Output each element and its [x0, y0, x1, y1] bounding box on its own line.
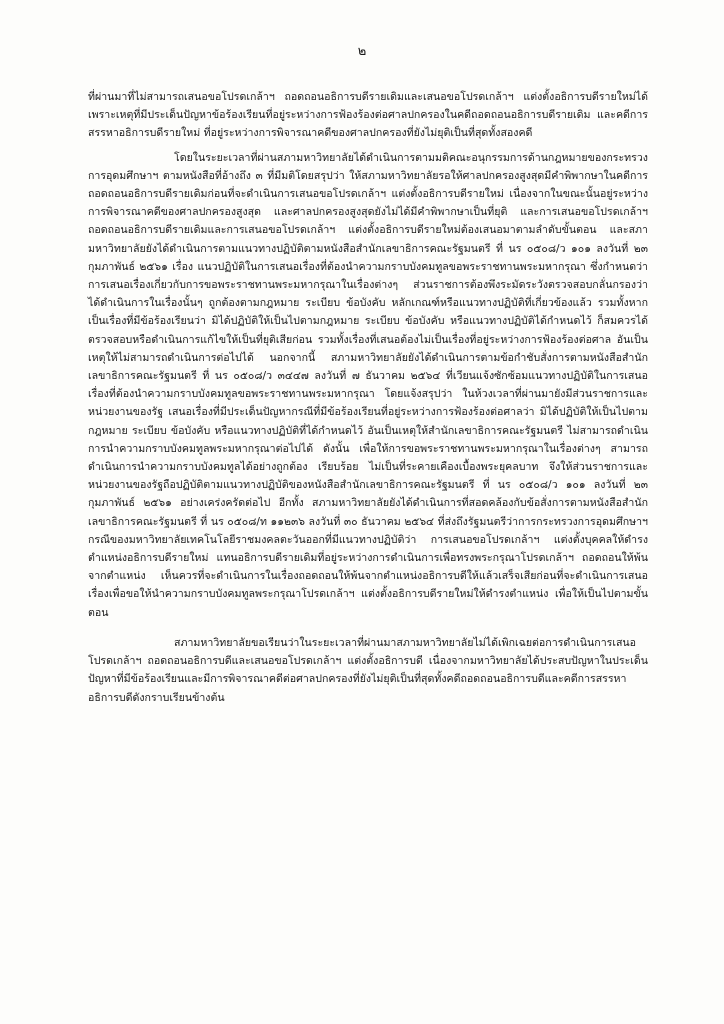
paragraph-continuation: ที่ผ่านมาที่ไม่สามารถเสนอขอโปรดเกล้าฯ ถอดถอนอธิการบดีรายเดิมและเสนอขอโปรดเกล้าฯ แต่งตั้งอธิการบดีรายใหม่ได้ เพราะเหตุที่มีประเด็นปัญหาข้อร้องเรียนที่อยู่ระหว่างการฟ้องร้องต่อศาลปกครองในคดีถอดถอนอธิการบดีรายเดิม และคดีการสรรหาอธิการบดีรายใหม่ ที่อยู่ระหว่างการพิจารณาคดีของศาลปกครองที่ยังไม่ยุติเป็นที่สุดทั้งสองคดี: [88, 91, 648, 140]
paragraph-closing: สภามหาวิทยาลัยขอเรียนว่าในระยะเวลาที่ผ่านมาสภามหาวิทยาลัยไม่ได้เพิกเฉยต่อการดำเนินการเสนอโปรดเกล้าฯ ถอดถอนอธิการบดีและเสนอขอโปรดเกล้าฯ แต่งตั้งอธิการบดี เนื่องจากมหาวิทยาลัยได้ประสบปัญหาในประเด็นปัญหาที่มีข้อร้องเรียนและมีการพิจารณาคดีต่อศาลปกครองที่ยังไม่ยุติเป็นที่สุดทั้งคดีถอดถอนอธิการบดีและคดีการสรรหาอธิการบดีดังกราบเรียนข้างต้น: [88, 636, 648, 704]
paragraph-main: โดยในระยะเวลาที่ผ่านสภามหาวิทยาลัยได้ดำเนินการตามมติคณะอนุกรรมการด้านกฎหมายของกระทรวงการอุดมศึกษาฯ ตามหนังสือที่อ้างถึง ๓ ที่มีมติโดยสรุปว่า ให้สภามหาวิทยาลัยรอให้ศาลปกครองสูงสุดมีคำพิพากษาในคดีการถอดถอนอธิการบดีรายเดิมก่อนที่จะดำเนินการเสนอขอโปรดเกล้าฯ แต่งตั้งอธิการบดีรายใหม่ เนื่องจากในขณะนั้นอยู่ระหว่างการพิจารณาคดีของศาลปกครองสูงสุด และศาลปกครองสูงสุดยังไม่ได้มีคำพิพากษาเป็นที่ยุติ และการเสนอขอโปรดเกล้าฯ ถอดถอนอธิการบดีรายเดิมและการเสนอขอโปรดเกล้าฯ แต่งตั้งอธิการบดีรายใหม่ต้องเสนอมาตามลำดับขั้นตอน และสภามหาวิทยาลัยยังได้ดำเนินการตามแนวทางปฏิบัติตามหนังสือสำนักเลขาธิการคณะรัฐมนตรี ที่ นร ๐๕๐๘/ว ๑๐๑ ลงวันที่ ๒๓ กุมภาพันธ์ ๒๕๖๑ เรื่อง แนวปฏิบัติในการเสนอเรื่องที่ต้องนำความกราบบังคมทูลขอพระราชทานพระมหากรุณา ซึ่งกำหนดว่า การเสนอเรื่องเกี่ยวกับการขอพระราชทานพระมหากรุณาในเรื่องต่างๆ ส่วนราชการต้องพึงระมัดระวังตรวจสอบกลั่นกรองว่าได้ดำเนินการในเรื่องนั้นๆ ถูกต้องตามกฎหมาย ระเบียบ ข้อบังคับ หลักเกณฑ์หรือแนวทางปฏิบัติที่เกี่ยวข้องแล้ว รวมทั้งหากเป็นเรื่องที่มีข้อร้องเรียนว่า มิได้ปฏิบัติให้เป็นไปตามกฎหมาย ระเบียบ ข้อบังคับ หรือแนวทางปฏิบัติได้กำหนดไว้ ก็สมควรได้ตรวจสอบหรือดำเนินการแก้ไขให้เป็นที่ยุติเสียก่อน รวมทั้งเรื่องที่เสนอต้องไม่เป็นเรื่องที่อยู่ระหว่างการฟ้องร้องต่อศาล อันเป็นเหตุให้ไม่สามารถดำเนินการต่อไปได้ นอกจากนี้ สภามหาวิทยาลัยยังได้ดำเนินการตามข้อกำชับสั่งการตามหนังสือสำนักเลขาธิการคณะรัฐมนตรี ที่ นร ๐๕๐๘/ว ๓๔๔๗ ลงวันที่ ๗ ธันวาคม ๒๕๖๔ ที่เวียนแจ้งซักซ้อมแนวทางปฏิบัติในการเสนอเรื่องที่ต้องนำความกราบบังคมทูลขอพระราชทานพระมหากรุณา โดยแจ้งสรุปว่า ในห้วงเวลาที่ผ่านมายังมีส่วนราชการและหน่วยงานของรัฐ เสนอเรื่องที่มีประเด็นปัญหากรณีที่มีข้อร้องเรียนที่อยู่ระหว่างการฟ้องร้องต่อศาลว่า มิได้ปฏิบัติให้เป็นไปตามกฎหมาย ระเบียบ ข้อบังคับ หรือแนวทางปฏิบัติที่ได้กำหนดไว้ อันเป็นเหตุให้สำนักเลขาธิการคณะรัฐมนตรี ไม่สามารถดำเนินการนำความกราบบังคมทูลพระมหากรุณาต่อไปได้ ดังนั้น เพื่อให้การขอพระราชทานพระมหากรุณาในเรื่องต่างๆ สามารถดำเนินการนำความกราบบังคมทูลได้อย่างถูกต้อง เรียบร้อย ไม่เป็นที่ระคายเคืองเบื้องพระยุคลบาท จึงให้ส่วนราชการและหน่วยงานของรัฐถือปฏิบัติตามแนวทางปฏิบัติของหนังสือสำนักเลขาธิการคณะรัฐมนตรี ที่ นร ๐๕๐๘/ว ๑๐๑ ลงวันที่ ๒๓ กุมภาพันธ์ ๒๕๖๑ อย่างเคร่งครัดต่อไป อีกทั้ง สภามหาวิทยาลัยยังได้ดำเนินการที่สอดคล้องกับข้อสั่งการตามหนังสือสำนักเลขาธิการคณะรัฐมนตรี ที่ นร ๐๕๐๘/ท ๑๑๒๓๖ ลงวันที่ ๓๐ ธันวาคม ๒๕๖๔ ที่ส่งถึงรัฐมนตรีว่าการกระทรวงการอุดมศึกษาฯ กรณีของมหาวิทยาลัยเทคโนโลยีราชมงคลตะวันออกที่มีแนวทางปฏิบัติว่า การเสนอขอโปรดเกล้าฯ แต่งตั้งบุคคลให้ดำรงตำแหน่งอธิการบดีรายใหม่ แทนอธิการบดีรายเดิมที่อยู่ระหว่างการดำเนินการเพื่อทรงพระกรุณาโปรดเกล้าฯ ถอดถอนให้พ้นจากตำแหน่ง เห็นควรที่จะดำเนินการในเรื่องถอดถอนให้พ้นจากตำแหน่งอธิการบดีให้แล้วเสร็จเสียก่อนที่จะดำเนินการเสนอเรื่องเพื่อขอให้นำความกราบบังคมทูลพระกรุณาโปรดเกล้าฯ แต่งตั้งอธิการบดีรายใหม่ให้ดำรงตำแหน่ง เพื่อให้เป็นไปตามขั้นตอน: [88, 151, 648, 619]
document-body: [88, 88, 648, 707]
page-number: ๒: [357, 44, 367, 59]
